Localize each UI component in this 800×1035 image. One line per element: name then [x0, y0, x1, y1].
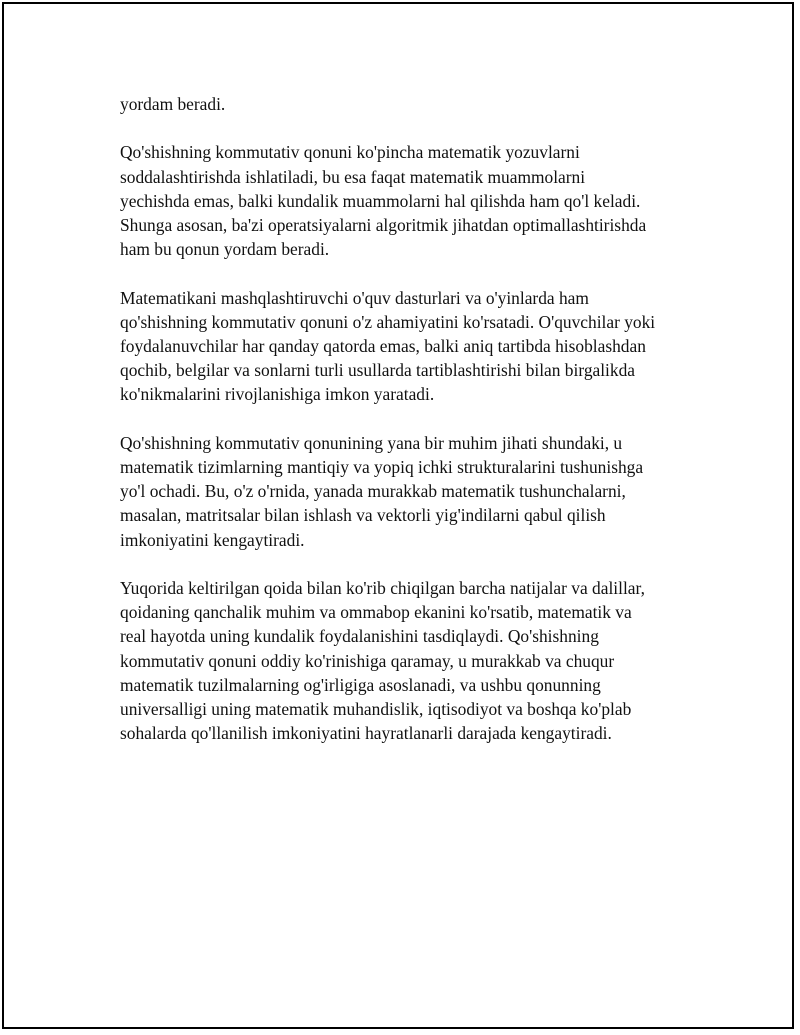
- text-line: real hayotda uning kundalik foydalanishini tasdiqlaydi. Qo'shishning: [120, 626, 599, 647]
- text-line: qo'shishning kommutativ qonuni o'z ahamiyatini ko'rsatadi. O'quvchilar yoki: [120, 311, 656, 332]
- text-line: Matematikani mashqlashtiruvchi o'quv dasturlari va o'yinlarda ham: [120, 287, 589, 308]
- text-line: matematik tizimlarning mantiqiy va yopiq ichki strukturalarini tushunishga: [120, 457, 644, 477]
- text-line: yordam beradi.: [120, 94, 226, 114]
- text-line: sohalarda qo'llanilish imkoniyatini hayratlanarli darajada kengaytiradi.: [120, 723, 612, 744]
- text-line: ko'nikmalarini rivojlanishiga imkon yaratadi.: [120, 384, 435, 405]
- text-line: Shunga asosan, ba'zi operatsiyalarni algoritmik jihatdan optimallashtirishda: [120, 215, 647, 235]
- text-line: foydalanuvchilar har qanday qatorda emas, balki aniq tartibda hisoblashdan: [120, 336, 646, 356]
- text-line: imkoniyatini kengaytiradi.: [120, 529, 305, 550]
- text-line: Yuqorida keltirilgan qoida bilan ko'rib chiqilgan barcha natijalar va dalillar,: [120, 578, 645, 598]
- text-line: yo'l ochadi. Bu, o'z o'rnida, yanada murakkab matematik tushunchalarni,: [120, 481, 626, 502]
- text-line: universalligi uning matematik muhandislik, iqtisodiyot va boshqa ko'plab: [120, 699, 632, 720]
- text-line: matematik tuzilmalarning og'irligiga asoslanadi, va ushbu qonunning: [120, 674, 601, 695]
- text-line: yechishda emas, balki kundalik muammolarni hal qilishda ham qo'l keladi.: [120, 190, 641, 211]
- text-line: qoidaning qanchalik muhim va ommabop ekanini ko'rsatib, matematik va: [120, 602, 632, 623]
- paragraph-5: [120, 576, 700, 745]
- text-line: Qo'shishning kommutativ qonuni ko'pincha matematik yozuvlarni: [120, 142, 580, 163]
- paragraph-1: [120, 92, 700, 116]
- text-line: ham bu qonun yordam beradi.: [120, 239, 330, 260]
- paragraph-2: [120, 140, 700, 261]
- text-line: masalan, matritsalar bilan ishlash va vektorli yig'indilarni qabul qilish: [120, 505, 606, 526]
- paragraph-4: [120, 431, 700, 552]
- text-line: qochib, belgilar va sonlarni turli usullarda tartiblashtirishi bilan birgalikda: [120, 360, 636, 381]
- text-line: Qo'shishning kommutativ qonunining yana bir muhim jihati shundaki, u: [120, 432, 623, 453]
- text-line: kommutativ qonuni oddiy ko'rinishiga qaramay, u murakkab va chuqur: [120, 650, 615, 671]
- paragraph-3: [120, 286, 700, 407]
- document-page: [2, 2, 794, 1029]
- document-body: [120, 92, 700, 770]
- text-line: soddalashtirishda ishlatiladi, bu esa faqat matematik muammolarni: [120, 166, 586, 187]
